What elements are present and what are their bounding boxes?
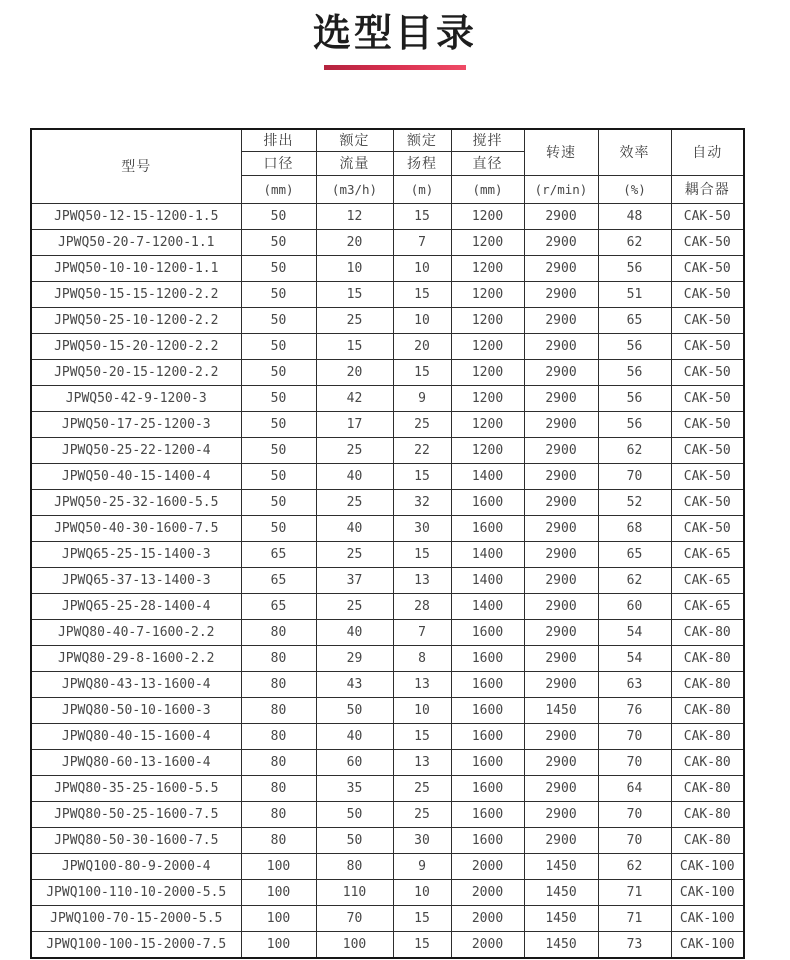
outlet-diameter-cell: 50: [241, 437, 316, 463]
coupler-cell: CAK-50: [671, 281, 744, 307]
table-row: [31, 775, 744, 801]
coupler-cell: CAK-50: [671, 359, 744, 385]
coupler-cell: CAK-80: [671, 723, 744, 749]
rated-flow-cell: 100: [316, 931, 393, 958]
mixing-diameter-cell: 1200: [451, 333, 524, 359]
header-efficiency-unit: (%): [598, 175, 671, 203]
rated-flow-cell: 50: [316, 697, 393, 723]
speed-cell: 2900: [524, 203, 598, 229]
rated-head-cell: 13: [393, 567, 451, 593]
speed-cell: 2900: [524, 255, 598, 281]
rated-flow-cell: 40: [316, 515, 393, 541]
model-cell: JPWQ80-50-25-1600-7.5: [31, 801, 241, 827]
coupler-cell: CAK-80: [671, 697, 744, 723]
coupler-cell: CAK-80: [671, 619, 744, 645]
rated-head-cell: 15: [393, 281, 451, 307]
table-row: [31, 255, 744, 281]
header-mixing-line1: 搅拌: [451, 129, 524, 151]
rated-head-cell: 22: [393, 437, 451, 463]
model-cell: JPWQ50-40-15-1400-4: [31, 463, 241, 489]
rated-head-cell: 15: [393, 723, 451, 749]
mixing-diameter-cell: 1200: [451, 307, 524, 333]
coupler-cell: CAK-100: [671, 879, 744, 905]
table-row: [31, 437, 744, 463]
rated-head-cell: 20: [393, 333, 451, 359]
rated-flow-cell: 12: [316, 203, 393, 229]
mixing-diameter-cell: 1200: [451, 385, 524, 411]
efficiency-cell: 51: [598, 281, 671, 307]
speed-cell: 2900: [524, 749, 598, 775]
coupler-cell: CAK-50: [671, 229, 744, 255]
rated-flow-cell: 50: [316, 827, 393, 853]
rated-flow-cell: 25: [316, 307, 393, 333]
model-cell: JPWQ80-60-13-1600-4: [31, 749, 241, 775]
outlet-diameter-cell: 100: [241, 931, 316, 958]
rated-flow-cell: 17: [316, 411, 393, 437]
table-row: [31, 931, 744, 958]
speed-cell: 2900: [524, 333, 598, 359]
model-cell: JPWQ100-100-15-2000-7.5: [31, 931, 241, 958]
outlet-diameter-cell: 80: [241, 801, 316, 827]
rated-head-cell: 15: [393, 905, 451, 931]
rated-flow-cell: 37: [316, 567, 393, 593]
rated-flow-cell: 25: [316, 437, 393, 463]
outlet-diameter-cell: 65: [241, 593, 316, 619]
outlet-diameter-cell: 50: [241, 463, 316, 489]
coupler-cell: CAK-100: [671, 905, 744, 931]
outlet-diameter-cell: 100: [241, 905, 316, 931]
coupler-cell: CAK-80: [671, 749, 744, 775]
efficiency-cell: 70: [598, 749, 671, 775]
mixing-diameter-cell: 1600: [451, 645, 524, 671]
rated-head-cell: 13: [393, 749, 451, 775]
table-row: [31, 541, 744, 567]
mixing-diameter-cell: 1200: [451, 255, 524, 281]
speed-cell: 2900: [524, 775, 598, 801]
speed-cell: 2900: [524, 723, 598, 749]
coupler-cell: CAK-50: [671, 515, 744, 541]
table-row: [31, 463, 744, 489]
rated-head-cell: 15: [393, 463, 451, 489]
rated-flow-cell: 25: [316, 593, 393, 619]
speed-cell: 1450: [524, 931, 598, 958]
coupler-cell: CAK-50: [671, 411, 744, 437]
selection-table: [30, 128, 745, 959]
model-cell: JPWQ100-110-10-2000-5.5: [31, 879, 241, 905]
table-row: [31, 853, 744, 879]
table-row: [31, 879, 744, 905]
speed-cell: 2900: [524, 619, 598, 645]
rated-flow-cell: 70: [316, 905, 393, 931]
speed-cell: 1450: [524, 697, 598, 723]
table-row: [31, 489, 744, 515]
coupler-cell: CAK-100: [671, 931, 744, 958]
efficiency-cell: 56: [598, 333, 671, 359]
speed-cell: 2900: [524, 359, 598, 385]
rated-flow-cell: 43: [316, 671, 393, 697]
coupler-cell: CAK-65: [671, 593, 744, 619]
coupler-cell: CAK-50: [671, 307, 744, 333]
mixing-diameter-cell: 1600: [451, 515, 524, 541]
efficiency-cell: 56: [598, 255, 671, 281]
rated-flow-cell: 110: [316, 879, 393, 905]
coupler-cell: CAK-50: [671, 203, 744, 229]
rated-head-cell: 25: [393, 411, 451, 437]
rated-flow-cell: 40: [316, 619, 393, 645]
outlet-diameter-cell: 80: [241, 671, 316, 697]
speed-cell: 2900: [524, 515, 598, 541]
efficiency-cell: 76: [598, 697, 671, 723]
table-header: [31, 129, 744, 203]
rated-head-cell: 25: [393, 801, 451, 827]
efficiency-cell: 73: [598, 931, 671, 958]
model-cell: JPWQ50-20-15-1200-2.2: [31, 359, 241, 385]
rated-flow-cell: 40: [316, 463, 393, 489]
rated-head-cell: 28: [393, 593, 451, 619]
coupler-cell: CAK-65: [671, 567, 744, 593]
header-outlet-line2: 口径: [241, 151, 316, 175]
rated-head-cell: 10: [393, 697, 451, 723]
rated-flow-cell: 20: [316, 229, 393, 255]
rated-flow-cell: 42: [316, 385, 393, 411]
model-cell: JPWQ50-25-10-1200-2.2: [31, 307, 241, 333]
header-coupler-line1: 自动: [671, 129, 744, 175]
outlet-diameter-cell: 50: [241, 411, 316, 437]
model-cell: JPWQ50-10-10-1200-1.1: [31, 255, 241, 281]
model-cell: JPWQ100-70-15-2000-5.5: [31, 905, 241, 931]
header-model: 型号: [31, 129, 241, 203]
rated-flow-cell: 20: [316, 359, 393, 385]
mixing-diameter-cell: 1400: [451, 541, 524, 567]
efficiency-cell: 71: [598, 905, 671, 931]
rated-head-cell: 15: [393, 541, 451, 567]
efficiency-cell: 70: [598, 801, 671, 827]
table-row: [31, 801, 744, 827]
rated-head-cell: 7: [393, 619, 451, 645]
rated-head-cell: 9: [393, 385, 451, 411]
efficiency-cell: 56: [598, 359, 671, 385]
coupler-cell: CAK-80: [671, 801, 744, 827]
rated-flow-cell: 29: [316, 645, 393, 671]
rated-flow-cell: 40: [316, 723, 393, 749]
efficiency-cell: 54: [598, 619, 671, 645]
coupler-cell: CAK-50: [671, 333, 744, 359]
efficiency-cell: 48: [598, 203, 671, 229]
table-row: [31, 203, 744, 229]
table-row: [31, 229, 744, 255]
rated-head-cell: 7: [393, 229, 451, 255]
table-row: [31, 411, 744, 437]
efficiency-cell: 62: [598, 437, 671, 463]
efficiency-cell: 62: [598, 567, 671, 593]
speed-cell: 2900: [524, 827, 598, 853]
mixing-diameter-cell: 1600: [451, 827, 524, 853]
efficiency-cell: 56: [598, 385, 671, 411]
rated-head-cell: 10: [393, 307, 451, 333]
model-cell: JPWQ50-42-9-1200-3: [31, 385, 241, 411]
outlet-diameter-cell: 65: [241, 567, 316, 593]
efficiency-cell: 70: [598, 827, 671, 853]
header-flow-line2: 流量: [316, 151, 393, 175]
outlet-diameter-cell: 80: [241, 645, 316, 671]
mixing-diameter-cell: 1200: [451, 281, 524, 307]
speed-cell: 2900: [524, 671, 598, 697]
table-row: [31, 671, 744, 697]
rated-flow-cell: 25: [316, 489, 393, 515]
rated-head-cell: 13: [393, 671, 451, 697]
speed-cell: 2900: [524, 307, 598, 333]
header-mixing-unit: (mm): [451, 175, 524, 203]
mixing-diameter-cell: 2000: [451, 853, 524, 879]
rated-head-cell: 32: [393, 489, 451, 515]
header-mixing-line2: 直径: [451, 151, 524, 175]
coupler-cell: CAK-65: [671, 541, 744, 567]
outlet-diameter-cell: 100: [241, 853, 316, 879]
model-cell: JPWQ65-25-28-1400-4: [31, 593, 241, 619]
header-outlet-line1: 排出: [241, 129, 316, 151]
rated-flow-cell: 15: [316, 333, 393, 359]
model-cell: JPWQ65-37-13-1400-3: [31, 567, 241, 593]
table-row: [31, 697, 744, 723]
model-cell: JPWQ80-50-10-1600-3: [31, 697, 241, 723]
mixing-diameter-cell: 1200: [451, 359, 524, 385]
efficiency-cell: 52: [598, 489, 671, 515]
model-cell: JPWQ50-25-22-1200-4: [31, 437, 241, 463]
outlet-diameter-cell: 50: [241, 359, 316, 385]
model-cell: JPWQ50-15-15-1200-2.2: [31, 281, 241, 307]
rated-head-cell: 10: [393, 255, 451, 281]
efficiency-cell: 70: [598, 723, 671, 749]
speed-cell: 2900: [524, 437, 598, 463]
header-flow-unit: (m3/h): [316, 175, 393, 203]
coupler-cell: CAK-50: [671, 489, 744, 515]
outlet-diameter-cell: 80: [241, 697, 316, 723]
table-row: [31, 567, 744, 593]
outlet-diameter-cell: 50: [241, 255, 316, 281]
speed-cell: 2900: [524, 801, 598, 827]
rated-flow-cell: 10: [316, 255, 393, 281]
model-cell: JPWQ80-40-15-1600-4: [31, 723, 241, 749]
rated-flow-cell: 80: [316, 853, 393, 879]
mixing-diameter-cell: 1600: [451, 723, 524, 749]
outlet-diameter-cell: 50: [241, 333, 316, 359]
coupler-cell: CAK-50: [671, 463, 744, 489]
speed-cell: 2900: [524, 411, 598, 437]
mixing-diameter-cell: 2000: [451, 879, 524, 905]
outlet-diameter-cell: 50: [241, 229, 316, 255]
outlet-diameter-cell: 80: [241, 619, 316, 645]
coupler-cell: CAK-80: [671, 671, 744, 697]
speed-cell: 1450: [524, 879, 598, 905]
coupler-cell: CAK-80: [671, 645, 744, 671]
header-head-unit: (m): [393, 175, 451, 203]
model-cell: JPWQ50-17-25-1200-3: [31, 411, 241, 437]
speed-cell: 2900: [524, 645, 598, 671]
header-outlet-unit: (mm): [241, 175, 316, 203]
rated-flow-cell: 60: [316, 749, 393, 775]
table-row: [31, 281, 744, 307]
outlet-diameter-cell: 50: [241, 385, 316, 411]
speed-cell: 2900: [524, 281, 598, 307]
efficiency-cell: 70: [598, 463, 671, 489]
speed-cell: 2900: [524, 463, 598, 489]
speed-cell: 2900: [524, 489, 598, 515]
mixing-diameter-cell: 1600: [451, 697, 524, 723]
model-cell: JPWQ50-40-30-1600-7.5: [31, 515, 241, 541]
header-flow-line1: 额定: [316, 129, 393, 151]
efficiency-cell: 54: [598, 645, 671, 671]
efficiency-cell: 68: [598, 515, 671, 541]
outlet-diameter-cell: 100: [241, 879, 316, 905]
page-title: 选型目录: [312, 11, 477, 55]
table-row: [31, 827, 744, 853]
coupler-cell: CAK-50: [671, 437, 744, 463]
efficiency-cell: 65: [598, 541, 671, 567]
efficiency-cell: 64: [598, 775, 671, 801]
model-cell: JPWQ50-12-15-1200-1.5: [31, 203, 241, 229]
table-row: [31, 385, 744, 411]
table-row: [31, 333, 744, 359]
table-row: [31, 905, 744, 931]
header-efficiency: 效率: [598, 129, 671, 175]
mixing-diameter-cell: 1200: [451, 437, 524, 463]
rated-head-cell: 8: [393, 645, 451, 671]
efficiency-cell: 65: [598, 307, 671, 333]
model-cell: JPWQ100-80-9-2000-4: [31, 853, 241, 879]
speed-cell: 2900: [524, 229, 598, 255]
mixing-diameter-cell: 1200: [451, 411, 524, 437]
rated-head-cell: 10: [393, 879, 451, 905]
rated-head-cell: 15: [393, 203, 451, 229]
outlet-diameter-cell: 80: [241, 749, 316, 775]
table-row: [31, 593, 744, 619]
mixing-diameter-cell: 1600: [451, 671, 524, 697]
outlet-diameter-cell: 50: [241, 307, 316, 333]
model-cell: JPWQ50-25-32-1600-5.5: [31, 489, 241, 515]
efficiency-cell: 62: [598, 853, 671, 879]
outlet-diameter-cell: 80: [241, 827, 316, 853]
speed-cell: 2900: [524, 385, 598, 411]
model-cell: JPWQ80-29-8-1600-2.2: [31, 645, 241, 671]
table-row: [31, 307, 744, 333]
efficiency-cell: 60: [598, 593, 671, 619]
model-cell: JPWQ65-25-15-1400-3: [31, 541, 241, 567]
header-speed: 转速: [524, 129, 598, 175]
efficiency-cell: 63: [598, 671, 671, 697]
rated-head-cell: 15: [393, 359, 451, 385]
mixing-diameter-cell: 1600: [451, 749, 524, 775]
header-coupler-line2: 耦合器: [671, 175, 744, 203]
header-head-line1: 额定: [393, 129, 451, 151]
header-head-line2: 扬程: [393, 151, 451, 175]
rated-head-cell: 15: [393, 931, 451, 958]
mixing-diameter-cell: 1600: [451, 801, 524, 827]
table-row: [31, 359, 744, 385]
model-cell: JPWQ80-40-7-1600-2.2: [31, 619, 241, 645]
model-cell: JPWQ50-20-7-1200-1.1: [31, 229, 241, 255]
mixing-diameter-cell: 1400: [451, 567, 524, 593]
rated-flow-cell: 50: [316, 801, 393, 827]
outlet-diameter-cell: 50: [241, 203, 316, 229]
mixing-diameter-cell: 1400: [451, 593, 524, 619]
rated-flow-cell: 15: [316, 281, 393, 307]
table-body: [31, 203, 744, 958]
model-cell: JPWQ80-35-25-1600-5.5: [31, 775, 241, 801]
coupler-cell: CAK-50: [671, 255, 744, 281]
mixing-diameter-cell: 1600: [451, 775, 524, 801]
speed-cell: 2900: [524, 541, 598, 567]
outlet-diameter-cell: 80: [241, 775, 316, 801]
model-cell: JPWQ50-15-20-1200-2.2: [31, 333, 241, 359]
outlet-diameter-cell: 50: [241, 515, 316, 541]
table-row: [31, 723, 744, 749]
speed-cell: 2900: [524, 567, 598, 593]
model-cell: JPWQ80-43-13-1600-4: [31, 671, 241, 697]
outlet-diameter-cell: 50: [241, 281, 316, 307]
mixing-diameter-cell: 1200: [451, 229, 524, 255]
mixing-diameter-cell: 2000: [451, 931, 524, 958]
outlet-diameter-cell: 50: [241, 489, 316, 515]
coupler-cell: CAK-100: [671, 853, 744, 879]
rated-head-cell: 30: [393, 827, 451, 853]
header-speed-unit: (r/min): [524, 175, 598, 203]
rated-flow-cell: 25: [316, 541, 393, 567]
speed-cell: 1450: [524, 853, 598, 879]
mixing-diameter-cell: 1200: [451, 203, 524, 229]
rated-head-cell: 30: [393, 515, 451, 541]
speed-cell: 1450: [524, 905, 598, 931]
efficiency-cell: 62: [598, 229, 671, 255]
title-divider: [324, 65, 466, 70]
model-cell: JPWQ80-50-30-1600-7.5: [31, 827, 241, 853]
table-row: [31, 645, 744, 671]
coupler-cell: CAK-80: [671, 827, 744, 853]
outlet-diameter-cell: 80: [241, 723, 316, 749]
coupler-cell: CAK-80: [671, 775, 744, 801]
table-row: [31, 515, 744, 541]
efficiency-cell: 71: [598, 879, 671, 905]
mixing-diameter-cell: 1600: [451, 619, 524, 645]
mixing-diameter-cell: 2000: [451, 905, 524, 931]
mixing-diameter-cell: 1400: [451, 463, 524, 489]
table-row: [31, 749, 744, 775]
speed-cell: 2900: [524, 593, 598, 619]
mixing-diameter-cell: 1600: [451, 489, 524, 515]
table-row: [31, 619, 744, 645]
outlet-diameter-cell: 65: [241, 541, 316, 567]
rated-flow-cell: 35: [316, 775, 393, 801]
efficiency-cell: 56: [598, 411, 671, 437]
coupler-cell: CAK-50: [671, 385, 744, 411]
rated-head-cell: 25: [393, 775, 451, 801]
rated-head-cell: 9: [393, 853, 451, 879]
